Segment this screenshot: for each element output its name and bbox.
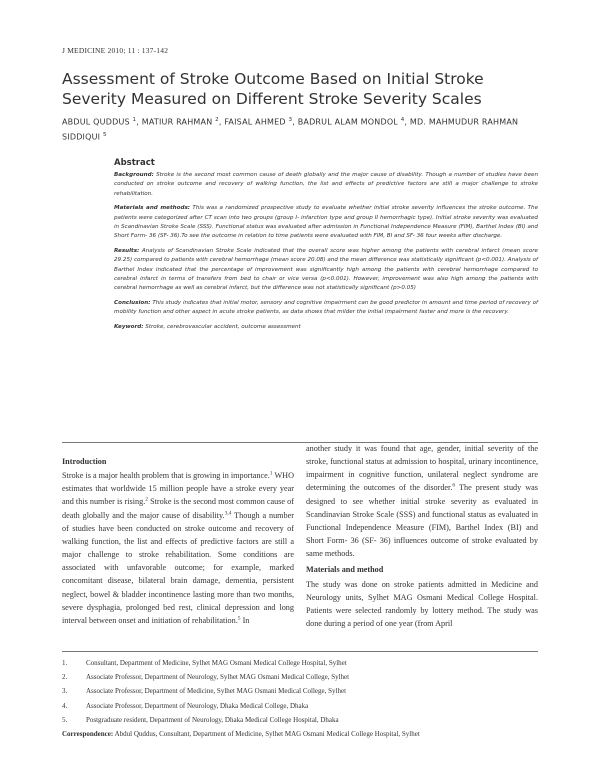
- footnote-number: 2.: [62, 673, 68, 682]
- abstract-background: [114, 171, 538, 199]
- author-name: ABDUL QUDDUS: [62, 117, 130, 127]
- journal-citation: J MEDICINE 2010; 11 : 137-142: [62, 46, 169, 55]
- body-column-right: [306, 442, 538, 630]
- footnote-text: Associate Professor, Department of Neurology, Dhaka Medical College, Dhaka: [86, 701, 309, 710]
- abstract-results: [114, 247, 538, 294]
- author-name: MD. MAHMUDUR RAHMAN SIDDIQUI: [62, 117, 519, 142]
- footnote-text: Associate Professor, Department of Neurology, Sylhet MAG Osmani Medical College, Sylhet: [86, 673, 350, 682]
- citation-ref: 6: [452, 482, 456, 489]
- abstract-results-text: Analysis of Scandinavian Stroke Scale indicated that the overall score was higher among the patients with cerebral infarct (mean score 29.25) compared to patients with cerebral hemorrhage (mean score 20.08) and the mean difference was statistically significant (p<0.001). Analysis of Barthel Index indicated that the percentage of improvement was significantly high among the patients with cerebral hemorrhage compared to cerebral infarct in terms of transfers from bed to chair or vice versa (p<0.001). However, improvement was also high among the patients with cerebral hemorrhage as well as cerebral infarct, but the difference was not statistically significant (p>0.05): [114, 247, 538, 292]
- abstract-methods-label: Materials and methods:: [114, 205, 191, 212]
- footnote-number: 5.: [62, 715, 68, 724]
- abstract-background-text: Stroke is the second most common cause of death globally and the major cause of disability. Though a number of studies have been conducted on stroke outcome and recovery of walking function, the list and effects of predictive factors are still a major challenge to stroke rehabilitation.: [114, 172, 538, 197]
- correspondence: [62, 727, 542, 741]
- body-text: Though a number of studies have been conducted on stroke outcome and recovery of walking function, the list and effects of predictive factors are still a major challenge to stroke rehabilitation. Some conditions are associated with unfavorable outcome; for example, marked concomitant disease, bilateral brain damage, dementia, persistent neglect, bowel & bladder incontinence lasting more than two months, severe dysphagia, prolonged bed rest, clinical depression and long interval between onset and initiation of rehabilitation.: [62, 510, 295, 625]
- methods-paragraph: The study was done on stroke patients admitted in Medicine and Neurology units, Sylhet MAG Osmani Medical College Hospital. Patients were selected randomly by lottery method. The study was done during a period of one year (from April: [306, 579, 538, 629]
- footnote-item: [62, 670, 542, 684]
- author-list: ABDUL QUDDUS $^1$, MATIUR RAHMAN $^2$, FAISAL AHMED $^3$, BADRUL ALAM MONDOL $^4$, MD. MAHMUDUR RAHMAN SIDDIQUI $^5$: [62, 117, 519, 142]
- body-text: The present study was designed to see whether initial stroke severity as evaluated in Scandinavian Stroke Scale (SSS) and functional status as evaluated in Functional Independence Measure (FIM), Barthel Index (BI) and Short Form- 36 (SF- 36) influences outcome of stroke evaluated by same methods.: [306, 483, 538, 559]
- author-affiliation: 3: [288, 117, 293, 123]
- introduction-continued: [306, 442, 538, 560]
- footnote-number: 4.: [62, 701, 68, 710]
- footnote-item: [62, 656, 542, 670]
- footnote-number: 1.: [62, 659, 68, 667]
- methods-heading: Materials and method: [306, 565, 384, 575]
- author-affiliation: 2: [215, 117, 219, 123]
- introduction-heading: Introduction: [62, 457, 107, 466]
- abstract-results-label: Results:: [114, 247, 140, 254]
- author-affiliation: 1: [132, 117, 137, 123]
- footnotes: [62, 656, 542, 741]
- footnote-text: Postgraduate resident, Department of Neurology, Dhaka Medical College Hospital, Dhaka: [86, 715, 339, 724]
- citation-ref: 5: [237, 615, 241, 622]
- abstract-methods: [114, 204, 538, 242]
- footnote-number: 3.: [62, 687, 68, 696]
- author-name: BADRUL ALAM MONDOL: [297, 117, 398, 127]
- body-text: In: [240, 615, 250, 625]
- footnote-text: Associate Professor, Department of Medicine, Sylhet MAG Osmani Medical College, Sylhet: [86, 687, 347, 696]
- body-text: Stroke is a major health problem that is growing in importance.: [62, 471, 270, 481]
- author-name: FAISAL AHMED: [224, 117, 286, 127]
- citation-ref: 1: [269, 470, 273, 477]
- abstract-heading: Abstract: [114, 158, 155, 168]
- citation-ref: 3,4: [224, 509, 232, 516]
- correspondence-text: Abdul Quddus, Consultant, Department of Medicine, Sylhet MAG Osmani Medical College Hospital, Sylhet: [113, 730, 420, 739]
- footnote-item: [62, 684, 542, 698]
- footnote-text: Consultant, Department of Medicine, Sylhet MAG Osmani Medical College Hospital, Sylhet: [86, 659, 347, 667]
- abstract-background-label: Background:: [114, 172, 154, 178]
- author-name: MATIUR RAHMAN: [141, 117, 213, 127]
- body-text: Stroke is the second most common cause of death globally and the major cause of disability.: [62, 497, 294, 520]
- abstract-conclusion-text: This study indicates that initial motor, sensory and cognitive impairment can be good predictor in amount and time period of recovery of mobility function and other aspect in acute stroke patients, as data shows that milder the initial impairment faster and more is the recovery.: [114, 299, 538, 316]
- abstract-conclusion-label: Conclusion:: [114, 299, 151, 306]
- article-title: Assessment of Stroke Outcome Based on Initial Stroke Severity Measured on Different Stroke Severity Scales: [62, 70, 484, 108]
- citation-ref: 2: [145, 496, 148, 503]
- abstract-keywords: [114, 323, 538, 332]
- abstract-methods-text: This was a randomized prospective study to evaluate whether initial stroke severity influences the stroke outcome. The patients were categorized after CT scan into two groups (group I- infarction type and group II hemorrhagic type). Initial stroke severity was evaluated in Scandinavian Stroke Scale (SSS). Functional status was evaluated after admission in Functional Independence Measure (FIM), Barthel Index (BI) and Short Form- 36 (SF- 36).To see the outcome in relation to time patients were evaluated with FIM, BI and SF- 36 four weeks after discharge.: [114, 205, 539, 240]
- footnote-divider: [62, 651, 538, 652]
- abstract-block: [114, 158, 538, 337]
- body-text: another study it was found that age, gender, initial severity of the stroke, functional status at admission to hospital, urinary incontinence, impairment in cognitive function, unilateral neglect syndrome are determining the outcomes of the disorder.: [306, 444, 538, 493]
- body-column-left: [62, 452, 294, 627]
- abstract-conclusion: [114, 299, 538, 318]
- footnote-item: [62, 699, 542, 713]
- abstract-keywords-label: Keyword:: [114, 323, 144, 330]
- author-affiliation: 5: [102, 131, 107, 138]
- author-affiliation: 4: [400, 117, 405, 123]
- body-text: WHO estimates that worldwide 15 million people have a stroke every year and this number is rising.: [62, 471, 295, 507]
- abstract-keywords-text: Stroke, cerebrovascular accident, outcome assessment: [145, 323, 301, 330]
- correspondence-label: Correspondence:: [62, 730, 114, 739]
- footnote-item: [62, 713, 542, 727]
- introduction-paragraph: [62, 469, 294, 627]
